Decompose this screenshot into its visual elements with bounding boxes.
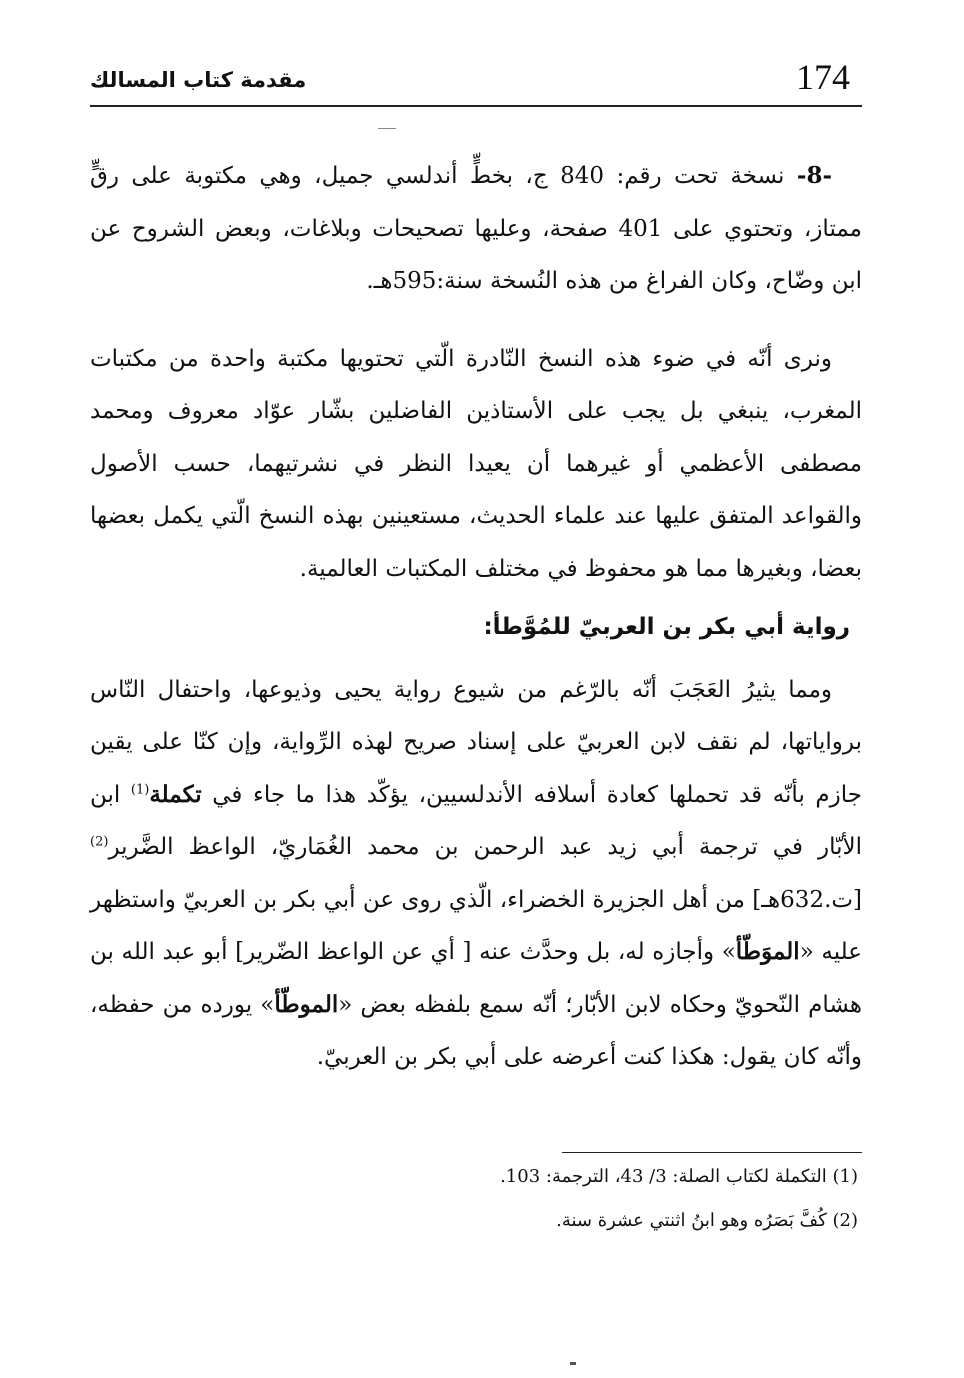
text-segment: ابن الأبّار في ترجمة أبي زيد عبد الرحمن بن محمد الغُمَاريّ، الواعظ الضَّرير [90,781,862,860]
footnote-2: (2) كُفَّ بَصَرُه وهو ابنُ اثنتي عشرة سنة. [556,1210,858,1231]
paragraph-text: نسخة تحت رقم: 840 ج، بخطٍّ أندلسي جميل، وهي مكتوبة على رقٍّ ممتاز، وتحتوي على 401 صفحة، وعليها تصحيحات وبلاغات، وبعض الشروح عن ابن وضّاح، وكان الفراغ من هذه النُسخة سنة:595هـ. [90,163,863,294]
footnote-ref-1[interactable]: (1) [130,781,150,797]
page-mark [570,1362,576,1365]
text-segment: » يورده من حفظه، وأنّه كان يقول: هكذا كنت أعرضه على أبي بكر بن العربيّ. [90,991,862,1070]
page-header [90,55,862,107]
separator-mark [378,128,396,129]
item-number: -8- [796,162,832,189]
text-segment: [ت.632هـ] من أهل الجزيرة الخضراء، الّذي روى عن أبي بكر بن العربيّ واستظهر عليه « [90,886,862,965]
footnote-divider [562,1152,862,1153]
book-title-takmila: تكملة [149,780,202,808]
page-number: 174 [796,57,850,97]
running-title: مقدمة كتاب المسالك [90,68,307,92]
main-text [90,150,862,1084]
book-title-muwatta: الموَطّأ [735,938,800,965]
footnotes [90,1160,862,1241]
section-heading: رواية أبي بكر بن العربيّ للمُوَّطأ: [483,614,850,640]
footnote-ref-2[interactable]: (2) [90,834,109,850]
paragraph-ibn-arabi-narration [90,664,862,1084]
text-segment: ومما يثيرُ العَجَبَ أنّه بالرّغم من شيوع رواية يحيى وذيوعها، واحتفال النّاس برواياتها، لم نقف لابن العربيّ على إسناد صريح لهذه الرِّواية، وإن كنّا على يقين جازم بأنّه قد تحملها كعادة أسلافه الأندلسيين، يؤكّد هذا ما جاء في [90,676,862,808]
text-segment: » وأجازه له، بل وحدَّث عنه [ أي عن الواعظ الضّرير] أبو عبد الله بن هشام النّحويّ وحكاه لابن الأبّار؛ أنّه سمع بلفظه بعض « [90,939,862,1018]
book-title-muwatta: الموطّأ [274,990,339,1018]
paragraph-manuscript-8 [90,150,862,308]
footnote-1: (1) التكملة لكتاب الصلة: 3/ 43، الترجمة: 103. [500,1166,858,1187]
paragraph-rare-manuscripts: ونرى أنّه في ضوء هذه النسخ النّادرة الّتي تحتويها مكتبة واحدة من مكتبات المغرب، ينبغي بل يجب على الأستاذين الفاضلين بشّار عوّاد معروف ومحمد مصطفى الأعظمي أو غيرهما أن يعيدا النظر في نشرتيهما، حسب الأصول والقواعد المتفق عليها عند علماء الحديث، مستعينين بهذه النسخ الّتي يكمل بعضها بعضا، وبغيرها مما هو محفوظ في مختلف المكتبات العالمية. [90,345,862,582]
